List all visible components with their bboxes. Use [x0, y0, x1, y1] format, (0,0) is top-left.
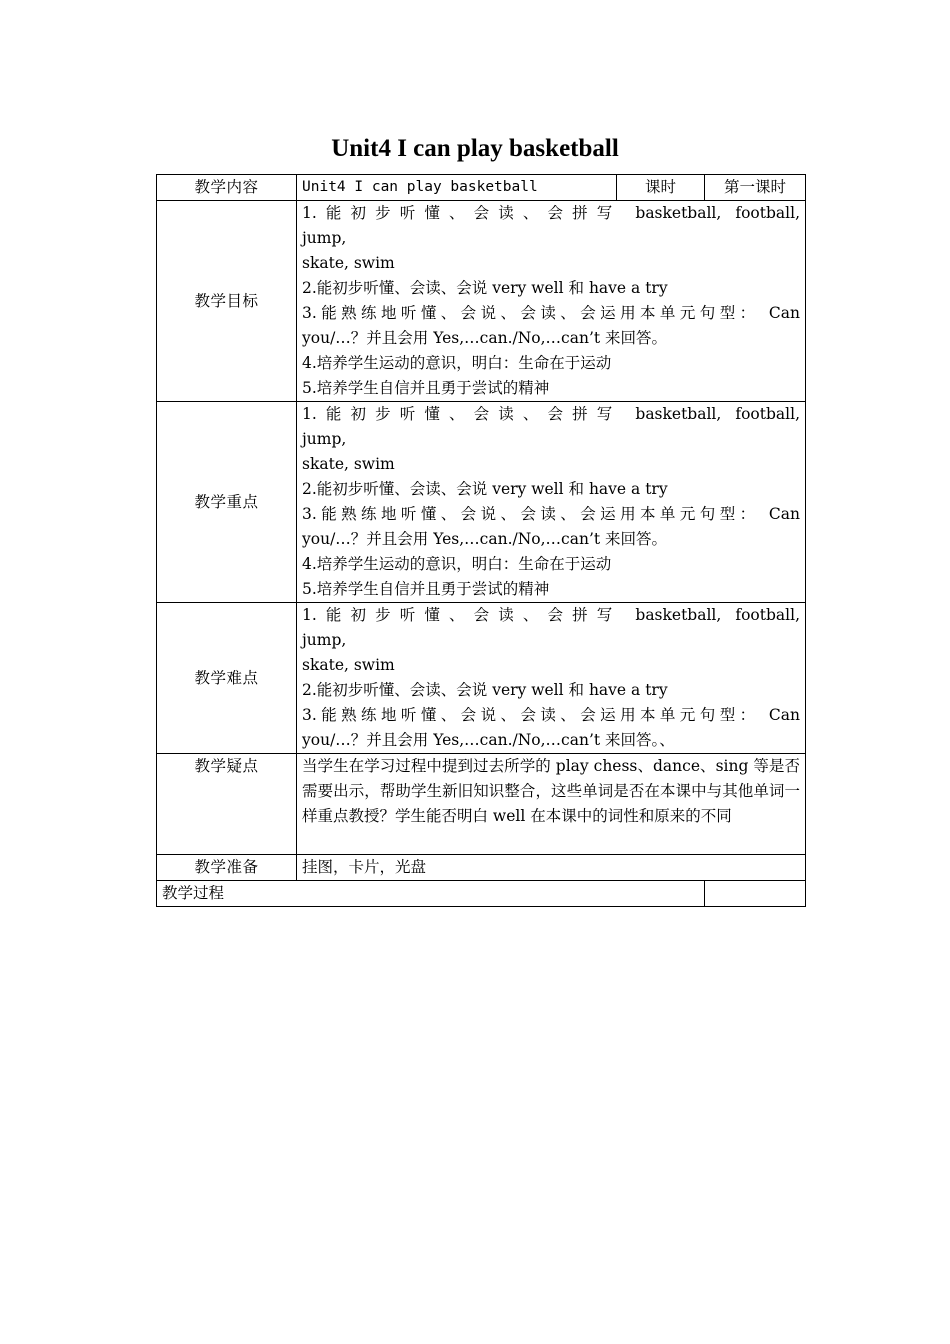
process-label: 教学过程 [157, 881, 705, 907]
objectives-line: 1.能初步听懂、会读、会拼写 basketball, football, [302, 204, 800, 222]
objectives-label: 教学目标 [157, 201, 297, 402]
difficulties-line: skate, swim [302, 656, 395, 674]
document-title: Unit4 I can play basketball [331, 135, 619, 162]
content-value: Unit4 I can play basketball [297, 175, 617, 201]
key-points-line: 3.能熟练地听懂、会说、会读、会运用本单元句型： Can [302, 505, 800, 523]
doubts-label: 教学疑点 [157, 754, 297, 855]
row-doubts [157, 754, 806, 855]
doubts-content: 当学生在学习过程中提到过去所学的 play chess、dance、sing 等是否需要出示，帮助学生新旧知识整合，这些单词是否在本课中与其他单词一样重点教授？学生能否明白 well 在本课中的词性和原来的不同 [297, 754, 806, 855]
key-points-line: skate, swim [302, 455, 395, 473]
objectives-line: jump, [302, 229, 347, 247]
difficulties-line: you/…？并且会用 Yes,…can./No,…can’t 来回答。、 [302, 731, 675, 749]
row-difficulties [157, 603, 806, 754]
difficulties-content [297, 603, 806, 754]
difficulties-line: 2.能初步听懂、会读、会说 very well 和 have a try [302, 681, 668, 699]
objectives-line: you/…？并且会用 Yes,…can./No,…can’t 来回答。 [302, 329, 668, 347]
key-points-line: 2.能初步听懂、会读、会说 very well 和 have a try [302, 480, 668, 498]
row-process [157, 881, 806, 907]
period-value: 第一课时 [705, 175, 806, 201]
preparation-value: 挂图，卡片，光盘 [297, 855, 806, 881]
key-points-line: 1.能初步听懂、会读、会拼写 basketball, football, [302, 405, 800, 423]
key-points-label: 教学重点 [157, 402, 297, 603]
difficulties-line: 1.能初步听懂、会读、会拼写 basketball, football, [302, 606, 800, 624]
difficulties-line: jump, [302, 631, 347, 649]
key-points-line: jump, [302, 430, 347, 448]
objectives-line: 5.培养学生自信并且勇于尝试的精神 [302, 379, 550, 397]
difficulties-label: 教学难点 [157, 603, 297, 754]
row-teaching-content [157, 175, 806, 201]
objectives-line: 3.能熟练地听懂、会说、会读、会运用本单元句型： Can [302, 304, 800, 322]
key-points-content [297, 402, 806, 603]
key-points-line: 5.培养学生自信并且勇于尝试的精神 [302, 580, 550, 598]
preparation-label: 教学准备 [157, 855, 297, 881]
row-objectives [157, 201, 806, 402]
row-preparation [157, 855, 806, 881]
objectives-line: 4.培养学生运动的意识，明白：生命在于运动 [302, 354, 612, 372]
lesson-plan-table [156, 174, 806, 907]
content-label: 教学内容 [157, 175, 297, 201]
objectives-line: 2.能初步听懂、会读、会说 very well 和 have a try [302, 279, 668, 297]
key-points-line: 4.培养学生运动的意识，明白：生命在于运动 [302, 555, 612, 573]
period-label: 课时 [617, 175, 705, 201]
difficulties-line: 3.能熟练地听懂、会说、会读、会运用本单元句型： Can [302, 706, 800, 724]
row-key-points [157, 402, 806, 603]
objectives-content [297, 201, 806, 402]
objectives-line: skate, swim [302, 254, 395, 272]
process-empty-cell [705, 881, 806, 907]
key-points-line: you/…？并且会用 Yes,…can./No,…can’t 来回答。 [302, 530, 668, 548]
